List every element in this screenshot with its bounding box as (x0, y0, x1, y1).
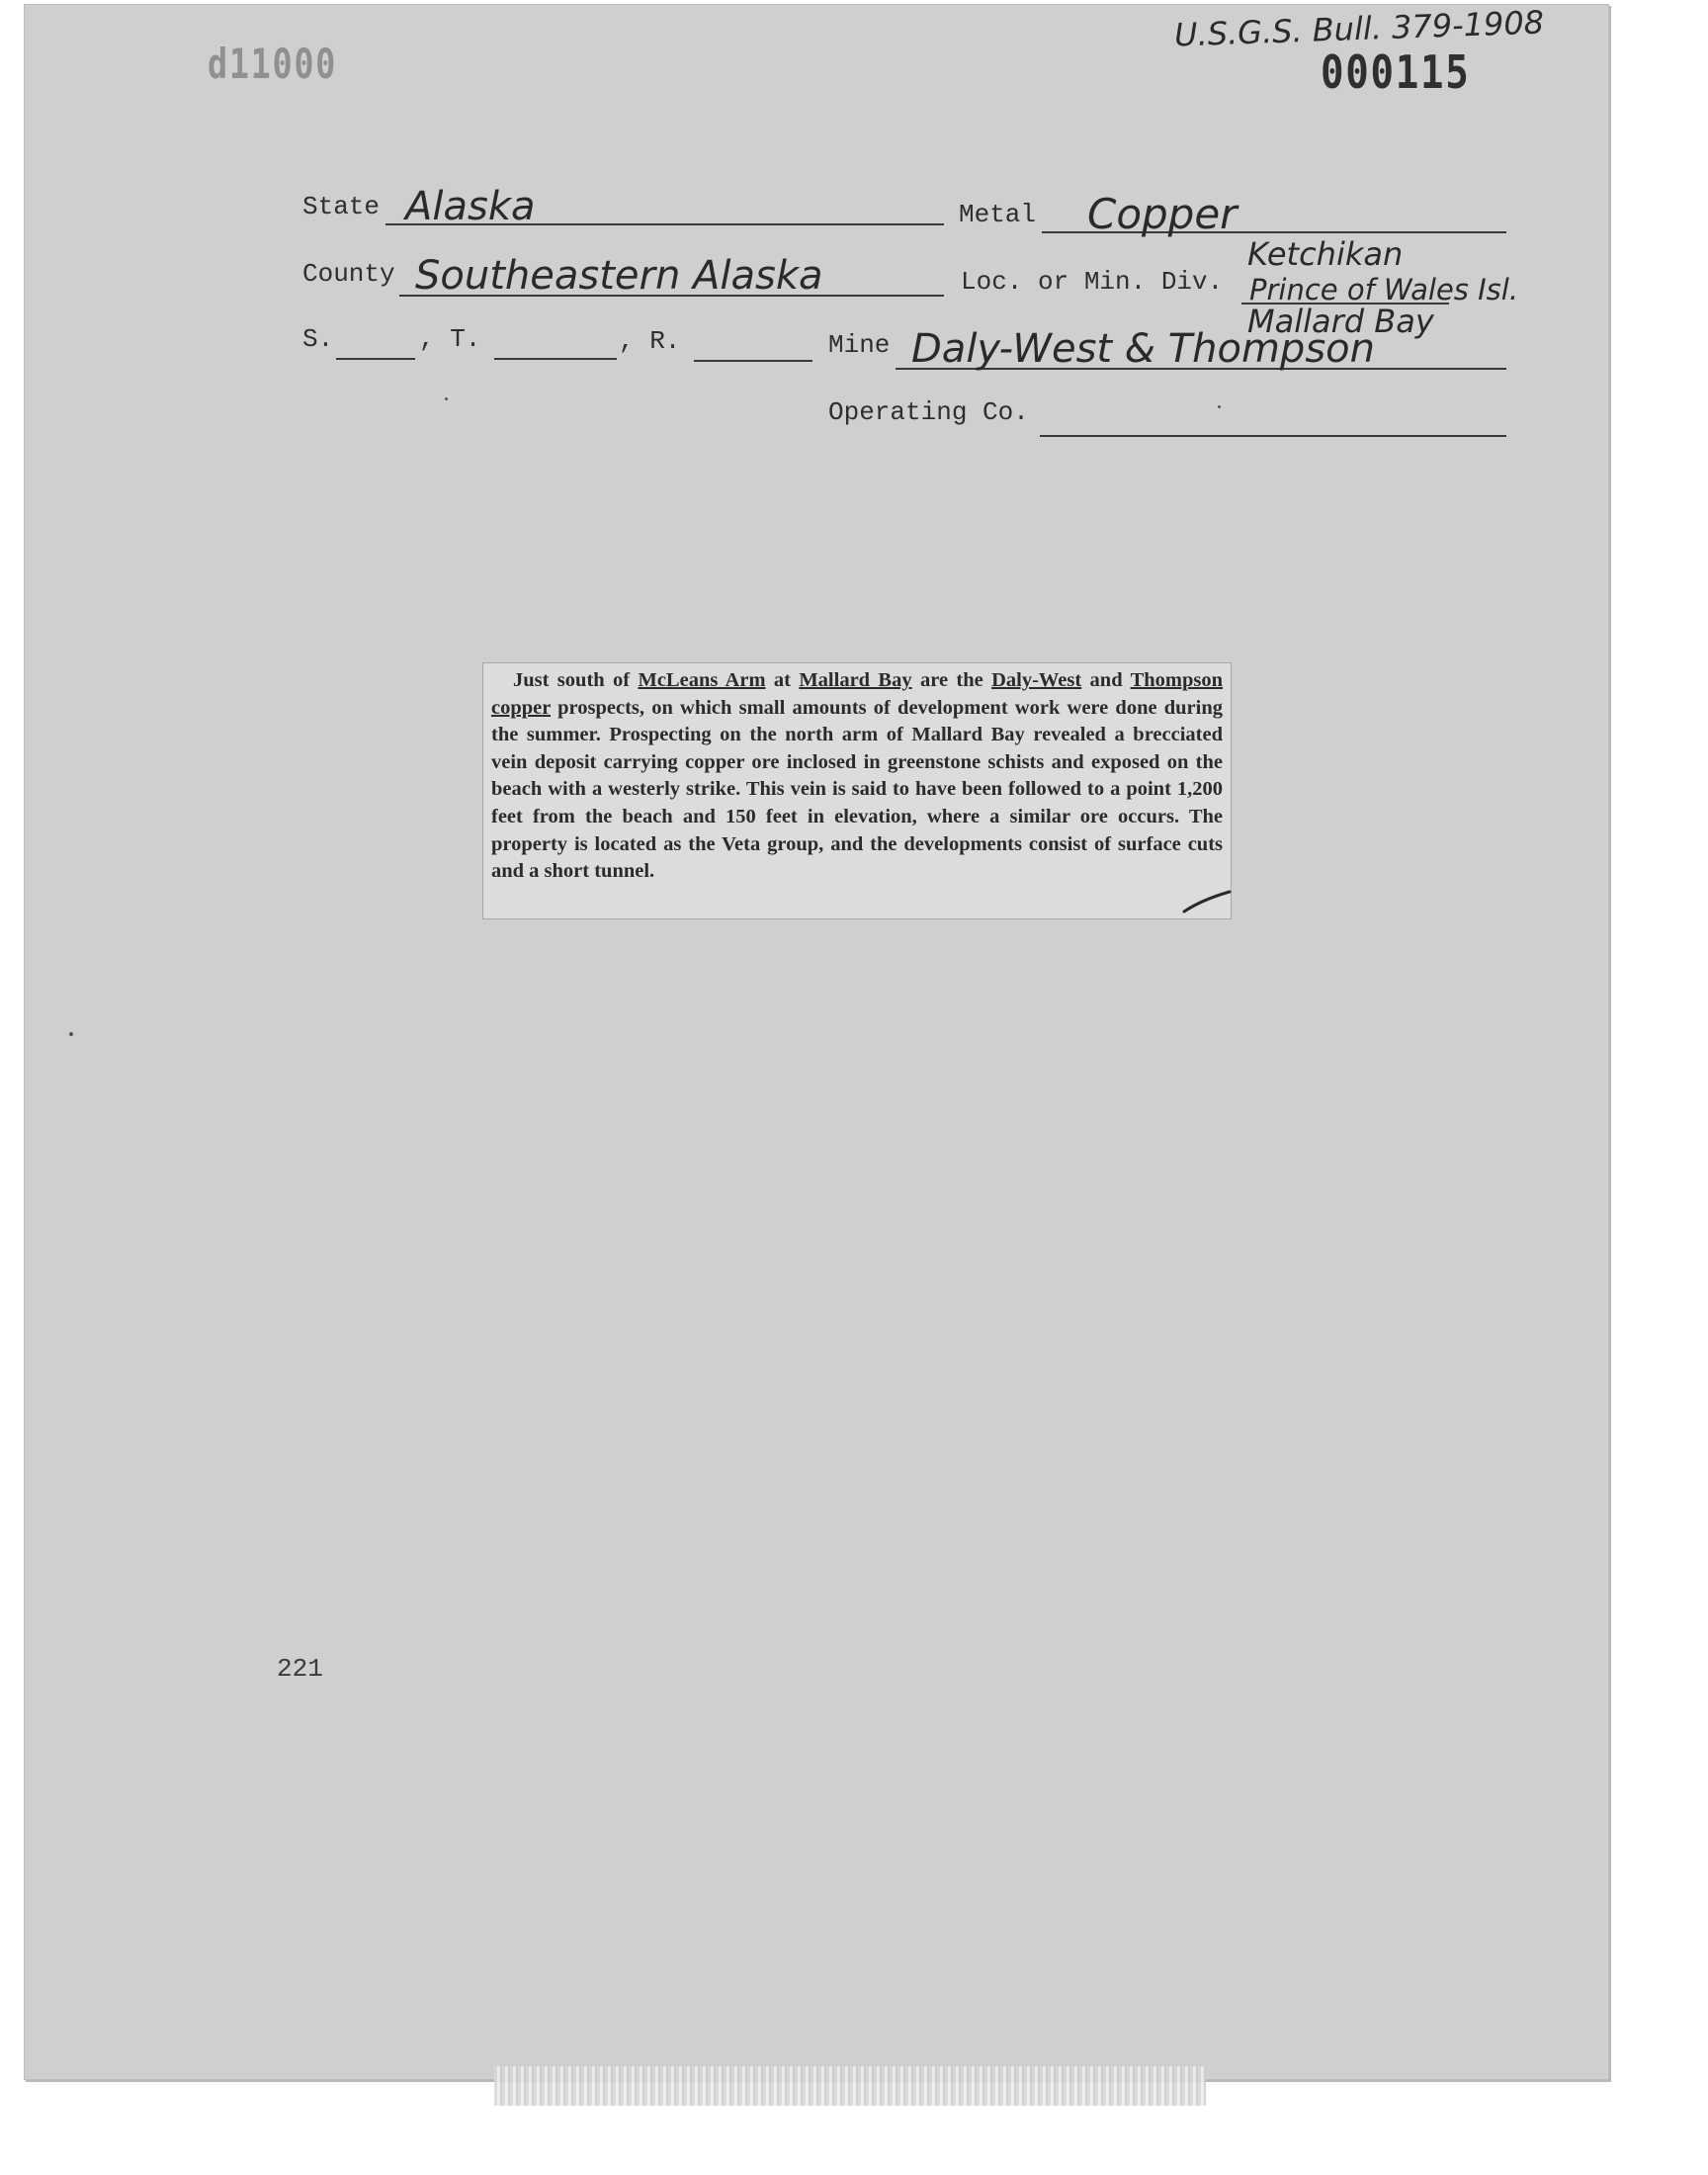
metal-value: Copper (1087, 190, 1238, 238)
county-value: Southeastern Alaska (415, 253, 823, 299)
page-number: 221 (277, 1654, 323, 1684)
clipping-segment: prospects, on which small amounts of development work were done during the summer. Prospecting on the north arm of Mallard Bay revealed a brecciated vein deposit carrying copper ore inclosed in greenstone schists and exposed on the beach with a westerly strike. This vein is said to have been followed to a point 1,200 feet from the beach and 150 feet in elevation, where a similar ore occurs. The property is located as the Veta group, and the developments consist of surface cuts and a short tunnel. (491, 696, 1223, 883)
pasted-clipping (482, 662, 1232, 919)
metal-label: Metal (959, 200, 1037, 229)
division-label: Loc. or Min. Div. (961, 267, 1224, 297)
scan-speck (1218, 405, 1221, 408)
range-label: , R. (619, 326, 681, 356)
mine-value: Daly-West & Thompson (911, 326, 1375, 372)
township-line (494, 358, 617, 360)
clipping-segment: are the (911, 669, 992, 691)
underlined-phrase: McLeans Arm (638, 669, 766, 691)
faint-stamp-number: d11000 (208, 40, 337, 88)
clipping-segment: at (765, 669, 800, 691)
mine-label: Mine (828, 330, 891, 360)
handwritten-reference: U.S.G.S. Bull. 379-1908 (1173, 3, 1545, 54)
operating-co-line (1040, 435, 1506, 437)
section-line (336, 358, 415, 360)
section-label: S. (302, 324, 334, 354)
clipping-segment: Just south of (513, 669, 639, 691)
scan-speck (445, 397, 448, 400)
underlined-phrase: Mallard Bay (799, 669, 912, 691)
record-number-stamp: 000115 (1321, 45, 1471, 99)
clipping-text (491, 667, 1223, 886)
division-value-line1: Ketchikan (1247, 235, 1404, 273)
checkmark-icon (1182, 888, 1232, 914)
township-label: , T. (419, 324, 481, 354)
operating-co-label: Operating Co. (828, 397, 1029, 427)
state-value: Alaska (405, 184, 536, 229)
underlined-phrase: Thompson copper (491, 669, 1224, 719)
range-line (694, 360, 812, 362)
state-label: State (302, 192, 381, 221)
underlined-phrase: Daly-West (991, 669, 1082, 691)
scan-speck (69, 1032, 73, 1036)
division-value-line2: Prince of Wales Isl. (1249, 273, 1519, 306)
mine-value-above: Mallard Bay (1247, 303, 1434, 340)
scan-edge-artifact (494, 2066, 1206, 2106)
county-label: County (302, 259, 395, 289)
clipping-segment: and (1081, 669, 1131, 691)
